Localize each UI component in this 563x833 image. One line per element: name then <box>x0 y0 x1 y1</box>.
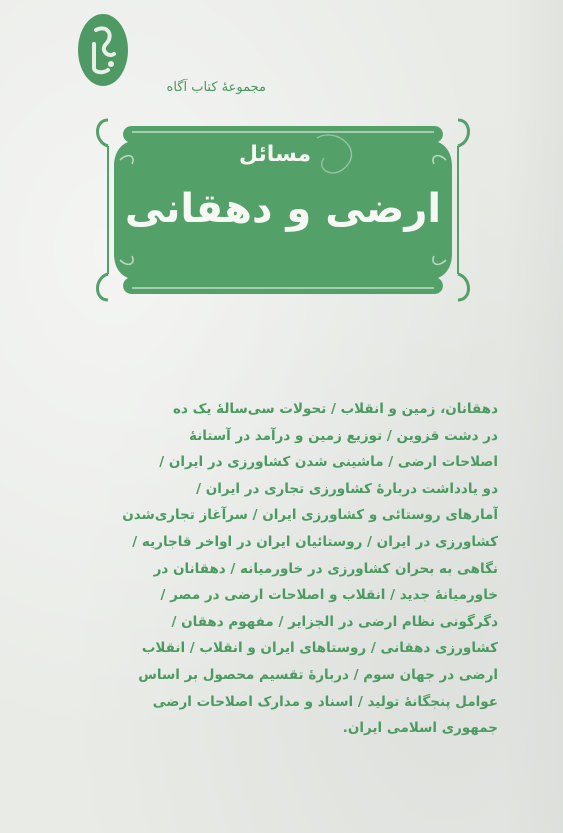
contents-line: دهقانان، زمین و انقلاب / تحولات سی‌سالهٔ یک ده <box>172 401 498 417</box>
subtitle: مسائل <box>238 142 312 167</box>
contents-line: نگاهی به بحران کشاورزی در خاورمیانه / دهقانان در <box>153 560 498 577</box>
contents-line: خاورمیانهٔ جدید / انقلاب و اصلاحات ارضی در مصر / <box>160 587 498 604</box>
contents-list <box>90 396 498 742</box>
contents-line: در دشت قزوین / توزیع زمین و درآمد در آستانهٔ <box>189 427 498 444</box>
contents-line: کشاورزی در ایران / روستائیان ایران در اواخر قاجاریه / <box>132 533 498 550</box>
contents-line: آمارهای روستائی و کشاورزی ایران / سرآغاز تجاری‌شدن <box>122 507 498 524</box>
series-name: مجموعهٔ کتاب آگاه <box>166 80 266 95</box>
contents-line: اصلاحات ارضی / ماشینی شدن کشاورزی در ایران / <box>159 454 498 471</box>
book-title: ارضی و دهقانی <box>124 186 442 232</box>
agah-logo-mark <box>78 14 128 86</box>
contents-line: کشاورزی دهقانی / روستاهای ایران و انقلاب / انقلاب <box>141 640 498 657</box>
publisher-logo <box>78 14 128 86</box>
contents-line: جمهوری اسلامی ایران. <box>342 720 498 737</box>
contents-line: دو یادداشت دربارهٔ کشاورزی تجاری در ایران / <box>196 480 498 497</box>
contents-line: عوامل پنجگانهٔ تولید / اسناد و مدارک اصلاحات ارضی <box>152 693 498 710</box>
contents-line: ارضی در جهان سوم / دربارهٔ تقسیم محصول بر اساس <box>138 666 498 683</box>
contents-line: دگرگونی نظام ارضی در الجزایر / مفهوم دهقان / <box>171 613 498 630</box>
